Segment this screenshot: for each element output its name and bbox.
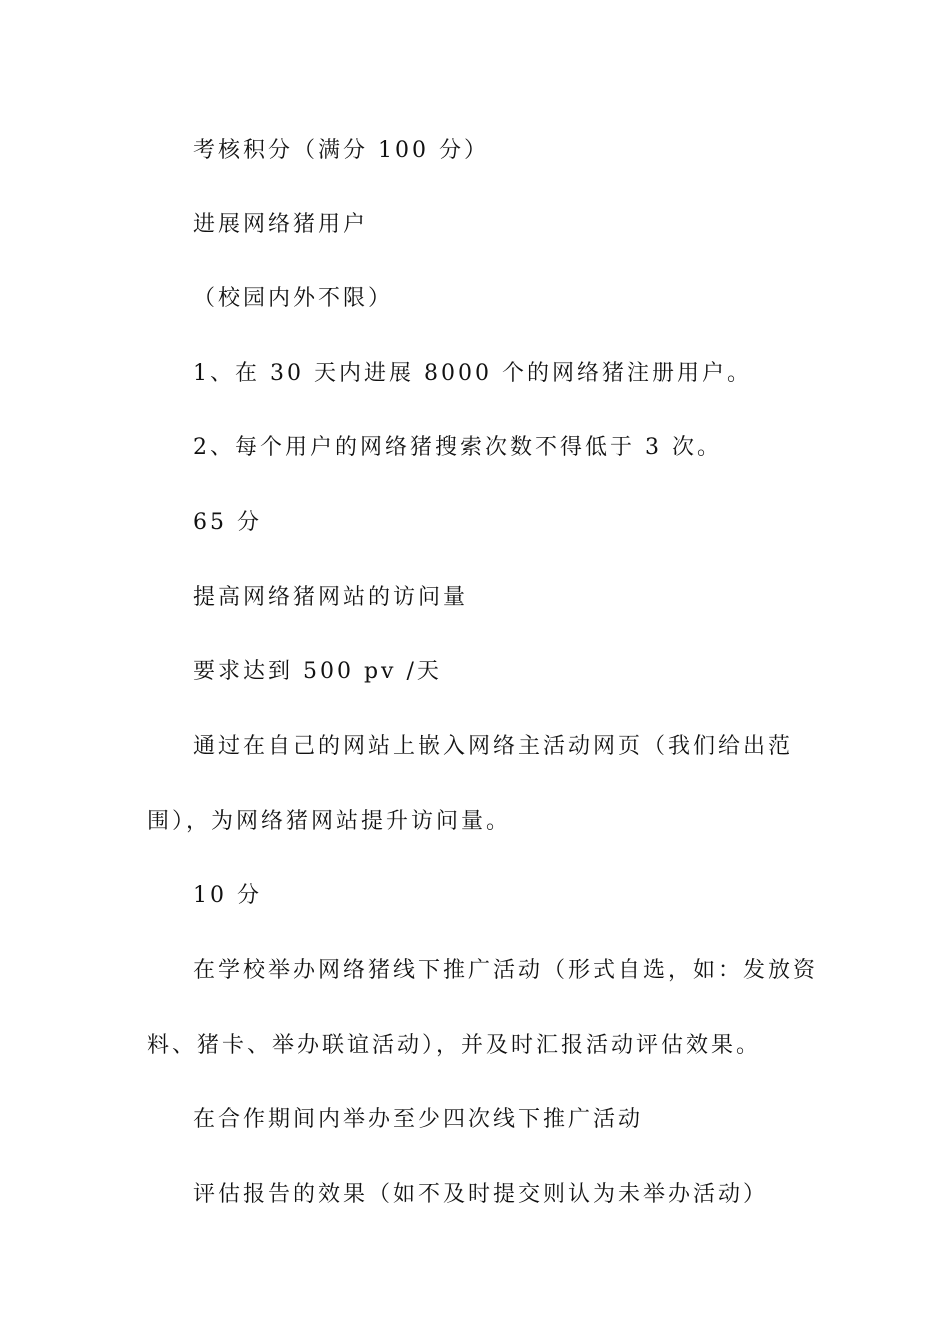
item-develop-users: 进展网络猪用户 [193,212,369,237]
paragraph-embed-page-line2: 围），为网络猪网站提升访问量。 [147,809,512,834]
paragraph-offline-promo-line2: 料、猪卡、举办联谊活动），并及时汇报活动评估效果。 [147,1033,762,1058]
item-increase-traffic: 提高网络猪网站的访问量 [193,585,469,610]
heading-score-total: 考核积分（满分 100 分） [193,138,489,163]
requirement-pageviews: 要求达到 500 pv /天 [193,659,442,684]
score-10: 10 分 [193,883,262,908]
requirement-evaluation-report: 评估报告的效果（如不及时提交则认为未举办活动） [193,1182,769,1207]
item-scope-note: （校园内外不限） [193,286,394,311]
paragraph-offline-promo-line1: 在学校举办网络猪线下推广活动（形式自选，如：发放资 [193,958,819,983]
score-65: 65 分 [193,510,262,535]
paragraph-embed-page-line1: 通过在自己的网站上嵌入网络主活动网页（我们给出范 [193,734,794,759]
requirement-search-count: 2、每个用户的网络猪搜索次数不得低于 3 次。 [193,435,722,460]
requirement-four-events: 在合作期间内举办至少四次线下推广活动 [193,1107,644,1132]
requirement-registrations: 1、在 30 天内进展 8000 个的网络猪注册用户。 [193,361,752,386]
